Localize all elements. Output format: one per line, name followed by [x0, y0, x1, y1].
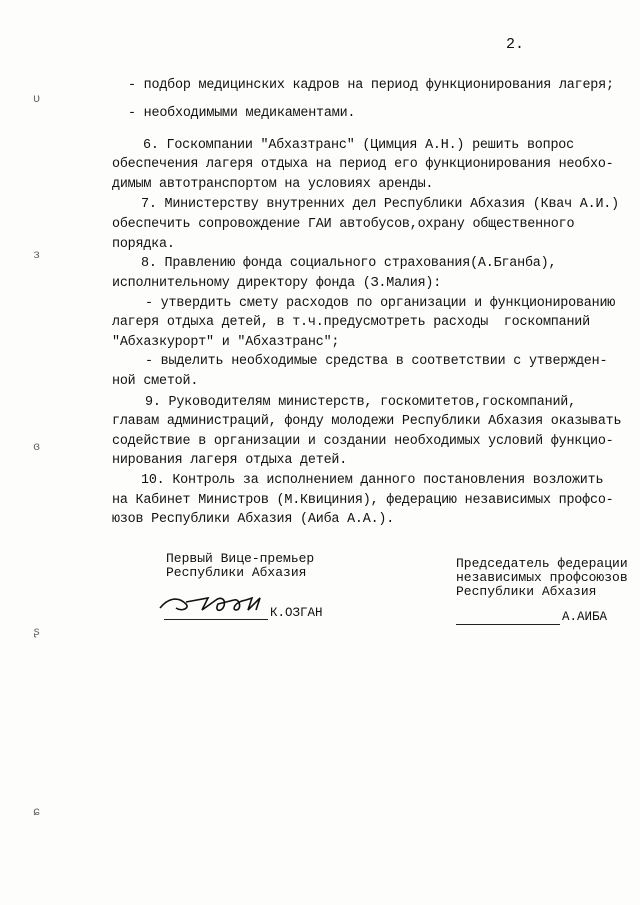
- text-line: на Кабинет Министров (М.Квициния), федерацию независимых профсо-: [112, 493, 614, 508]
- punch-mark: ɞ: [33, 440, 41, 454]
- right-signatory-name: А.АИБА: [562, 610, 608, 624]
- text-line: - необходимыми медикаментами.: [128, 106, 356, 121]
- text-line: юзов Республики Абхазия (Аиба А.А.).: [112, 512, 395, 527]
- text-line: 10. Контроль за исполнением данного постановления возложить: [141, 473, 604, 488]
- text-line: димым автотранспортом на условиях аренды.: [112, 177, 434, 192]
- punch-mark: ɕ: [33, 805, 41, 819]
- text-line: обеспечить сопровождение ГАИ автобусов,охрану общественного: [112, 217, 575, 232]
- text-line: порядка.: [112, 237, 175, 252]
- left-signature-line: [164, 619, 268, 620]
- text-line: 8. Правлению фонда социального страхования(А.Бганба),: [141, 256, 557, 271]
- punch-mark: ɜ: [33, 248, 41, 262]
- punch-mark: ʂ: [33, 625, 41, 639]
- text-line: нирования лагеря отдыха детей.: [112, 453, 348, 468]
- text-line: содействие в организации и создании необходимых условий функцио-: [112, 434, 614, 449]
- text-line: - утвердить смету расходов по организации и функционированию: [145, 296, 616, 311]
- text-line: - выделить необходимые средства в соответствии с утвержден-: [145, 354, 608, 369]
- left-signatory-name: К.ОЗГАН: [270, 606, 323, 620]
- text-line: обеспечения лагеря отдыха на период его функционирования необхо-: [112, 157, 614, 172]
- text-line: - подбор медицинских кадров на период функционирования лагеря;: [128, 78, 614, 93]
- handwritten-signature: [156, 588, 276, 618]
- text-line: лагеря отдыха детей, в т.ч.предусмотреть расходы госкомпаний: [112, 315, 590, 330]
- right-signature-line: [456, 624, 560, 625]
- text-line: ной сметой.: [112, 374, 199, 389]
- text-line: исполнительному директору фонда (З.Малия):: [112, 276, 442, 291]
- text-line: главам администраций, фонду молодежи Республики Абхазия оказывать: [112, 414, 622, 429]
- left-signatory-title: Первый Вице-премьер Республики Абхазия: [166, 551, 315, 580]
- page-number: 2.: [506, 36, 525, 53]
- text-line: "Абхазкурорт" и "Абхазтранс";: [112, 335, 340, 350]
- punch-mark: ʋ: [33, 92, 41, 106]
- text-line: 7. Министерству внутренних дел Республики Абхазия (Квач А.И.): [141, 197, 619, 212]
- text-line: 6. Госкомпании "Абхазтранс" (Цимция А.Н.) решить вопрос: [143, 138, 574, 153]
- text-line: 9. Руководителям министерств, госкомитетов,госкомпаний,: [145, 395, 576, 410]
- right-signatory-title: Председатель федерации независимых профсоюзов Республики Абхазия: [456, 556, 628, 599]
